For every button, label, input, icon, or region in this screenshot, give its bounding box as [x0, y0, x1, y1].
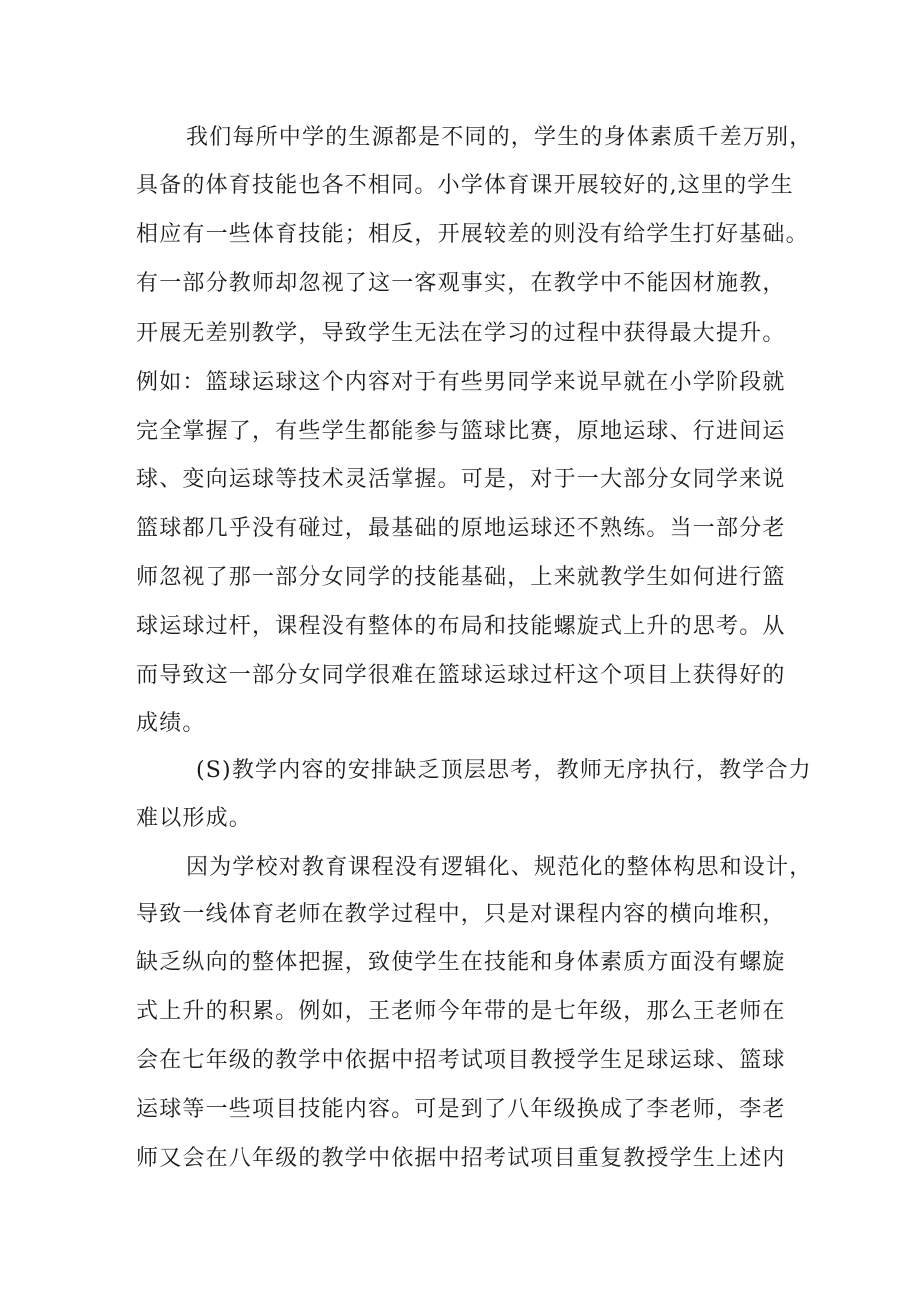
text-line: 因为学校对教育课程没有逻辑化、规范化的整体构思和设计，	[186, 855, 813, 880]
text-line: 我们每所中学的生源都是不同的，学生的身体素质千差万别，	[186, 125, 813, 150]
text-line: 有一部分教师却忽视了这一客观事实，在教学中不能因材施教，	[136, 271, 786, 296]
text-line: 缺乏纵向的整体把握，致使学生在技能和身体素质方面没有螺旋	[136, 950, 786, 975]
text-line: 师忽视了那一部分女同学的技能基础，上来就教学生如何进行篮	[136, 565, 786, 590]
text-line: 例如：篮球运球这个内容对于有些男同学来说早就在小学阶段就	[136, 370, 786, 395]
text-line: 成绩。	[136, 711, 206, 736]
text-line: 式上升的积累。例如，王老师今年带的是七年级，那么王老师在	[136, 999, 786, 1024]
text-line: 球、变向运球等技术灵活掌握。可是，对于一大部分女同学来说	[136, 467, 786, 492]
text-line: 具备的体育技能也各不相同。小学体育课开展较好的,这里的学生	[136, 173, 794, 198]
text-line: 导致一线体育老师在教学过程中，只是对课程内容的横向堆积，	[136, 902, 786, 927]
text-line: 开展无差别教学，导致学生无法在学习的过程中获得最大提升。	[136, 321, 786, 346]
section-heading: (S)教学内容的安排缺乏顶层思考，教师无序执行，教学合力	[196, 758, 812, 783]
section-heading-continued: 难以形成。	[136, 806, 253, 831]
text-line: 而导致这一部分女同学很难在篮球运球过杆这个项目上获得好的	[136, 663, 786, 688]
text-line: 球运球过杆，课程没有整体的布局和技能螺旋式上升的思考。从	[136, 614, 786, 639]
text-line: 完全掌握了，有些学生都能参与篮球比赛，原地运球、行进间运	[136, 419, 786, 444]
text-line: 会在七年级的教学中依据中招考试项目教授学生足球运球、篮球	[136, 1048, 786, 1073]
text-line: 师又会在八年级的教学中依据中招考试项目重复教授学生上述内	[136, 1146, 786, 1171]
text-line: 相应有一些体育技能；相反，开展较差的则没有给学生打好基础。	[136, 222, 809, 247]
text-line: 篮球都几乎没有碰过，最基础的原地运球还不熟练。当一部分老	[136, 516, 786, 541]
text-line: 运球等一些项目技能内容。可是到了八年级换成了李老师，李老	[136, 1097, 786, 1122]
